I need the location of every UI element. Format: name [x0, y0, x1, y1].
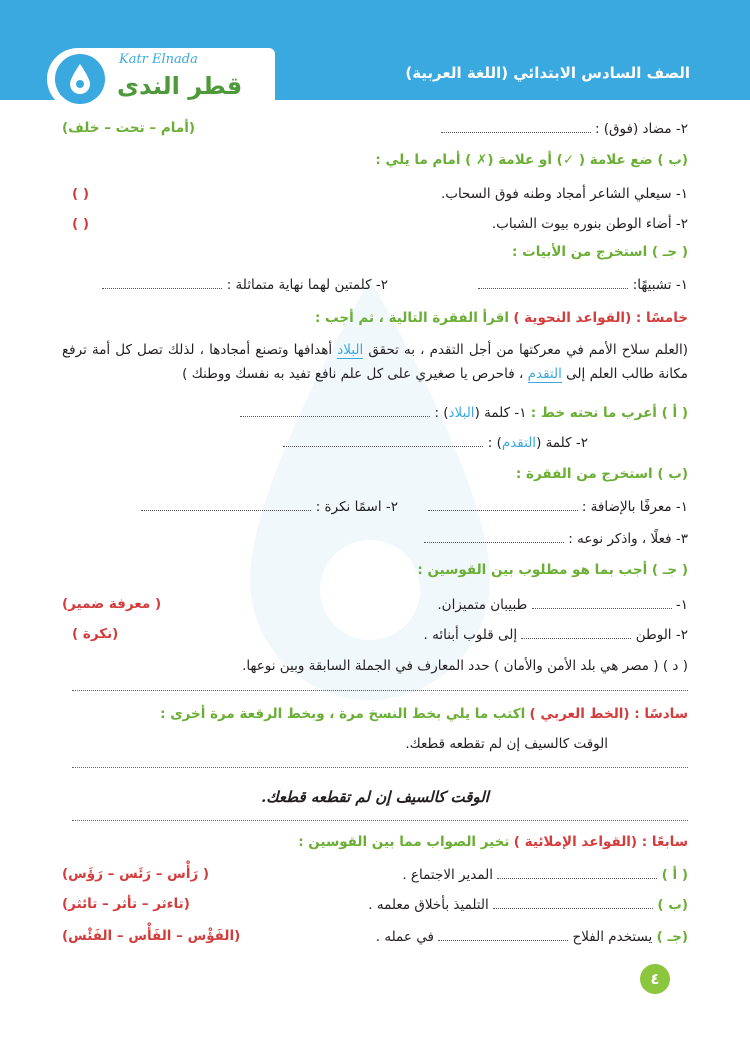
answer-blank[interactable]: [521, 626, 631, 639]
answer-line[interactable]: [72, 767, 688, 768]
question-d: ( د ) ( مصر هي بلد الأمن والأمان ) حدد المعارف في الجملة السابقة وبين نوعها.: [242, 658, 688, 674]
answer-item: ١- طبيبان متميزان. ( معرفة ضمير): [62, 596, 688, 613]
answer-blank[interactable]: [240, 404, 430, 417]
answer-blank[interactable]: [428, 498, 578, 511]
answer-parens[interactable]: ( ): [72, 186, 90, 202]
page-title: الصف السادس الابتدائي (اللغة العربية): [405, 64, 690, 82]
extract-heading: (ب ) استخرج من الفقرة :: [515, 466, 688, 482]
logo: [47, 48, 275, 110]
answer-blank[interactable]: [102, 276, 222, 289]
antonym-label: ٢- مضاد (فوق) :: [594, 121, 688, 137]
answer-line[interactable]: [72, 820, 688, 821]
spelling-item: ( أ ) المدير الاجتماع . ( رَأْس – رَئَس – رَؤَس): [62, 866, 688, 883]
answer-blank[interactable]: [141, 498, 311, 511]
answer-heading: ( جـ ) أجب بما هو مطلوب بين القوسين :: [417, 562, 688, 578]
calligraphy-sentence: الوقت كالسيف إن لم تقطعه قطعك.: [405, 736, 608, 752]
page-number: ٤: [640, 964, 670, 994]
answer-line[interactable]: [72, 690, 688, 691]
answer-blank[interactable]: [478, 276, 628, 289]
seventh-section-heading: سابعًا : (القواعد الإملائية ) تخير الصواب مما بين القوسين :: [298, 834, 688, 850]
true-false-item: ٢- أضاء الوطن بنوره بيوت الشباب. ( ): [72, 216, 688, 232]
fifth-section-heading: خامسًا : (القواعد النحوية ) اقرأ الفقرة التالية ، ثم أجب :: [314, 310, 688, 326]
extract-items: ١- معرفًا بالإضافة : ٢- اسمًا نكرة :: [62, 498, 688, 522]
answer-blank[interactable]: [497, 866, 657, 879]
answer-blank[interactable]: [441, 120, 591, 133]
answer-blank[interactable]: [493, 896, 653, 909]
true-false-item: ١- سيعلي الشاعر أمجاد وطنه فوق السحاب. ( ): [72, 186, 688, 202]
answer-blank[interactable]: [283, 434, 483, 447]
answer-blank[interactable]: [438, 928, 568, 941]
extract-items: ١- تشبيهًا: ٢- كلمتين لهما نهاية متماثلة :: [62, 276, 688, 300]
answer-item: ٢- الوطن إلى قلوب أبنائه . (نكرة ): [72, 626, 688, 643]
spelling-item: (ب ) التلميذ بأخلاق معلمه . (تاءثر – تأثر – تائثر): [62, 896, 688, 913]
page-header: [0, 0, 750, 100]
underlined-word: البلاد: [337, 342, 364, 358]
answer-parens[interactable]: ( ): [72, 216, 90, 232]
drop-icon: [67, 62, 93, 96]
antonym-question: [62, 120, 688, 144]
antonym-options: (أمام – تحت – خلف): [62, 120, 195, 136]
logo-latin-text: Katr Elnada: [119, 52, 198, 67]
handwritten-sample: الوقت كالسيف إن لم تقطعه قطعك.: [261, 788, 489, 806]
parse-question-2: ٢- كلمة (التقدم) :: [62, 434, 688, 458]
sixth-section-heading: سادسًا : (الخط العربي ) اكتب ما يلي بخط النسخ مرة ، وبخط الرقعة مرة أخرى :: [160, 706, 688, 722]
answer-blank[interactable]: [424, 530, 564, 543]
parse-question-1: ( أ ) أعرب ما تحته خط : ١- كلمة (البلاد) :: [62, 404, 688, 428]
section-c-heading: ( جـ ) استخرج من الأبيات :: [512, 244, 688, 260]
logo-arabic-text: قطر الندى: [117, 72, 243, 100]
answer-blank[interactable]: [532, 596, 672, 609]
reading-paragraph: (العلم سلاح الأمم في معركتها من أجل التقدم ، به تحقق البلاد أهدافها وتصنع أمجادها ، لذلك تصل كل أمة ترفع مكانة طالب العلم إلى التقدم ، فاحرص يا صغيري على كل علم نافع تفيد به نفسك ووطنك ): [62, 342, 688, 382]
extract-item-3: ٣- فعلًا ، واذكر نوعه :: [62, 530, 688, 554]
section-b-heading: (ب ) ضع علامة ( ✓) أو علامة (✗ ) أمام ما يلي :: [375, 152, 688, 168]
underlined-word: التقدم: [527, 366, 562, 382]
spelling-item: (جـ ) يستخدم الفلاح في عمله . (الفَؤْس – الفَأْس – الفَئْس): [62, 928, 688, 945]
